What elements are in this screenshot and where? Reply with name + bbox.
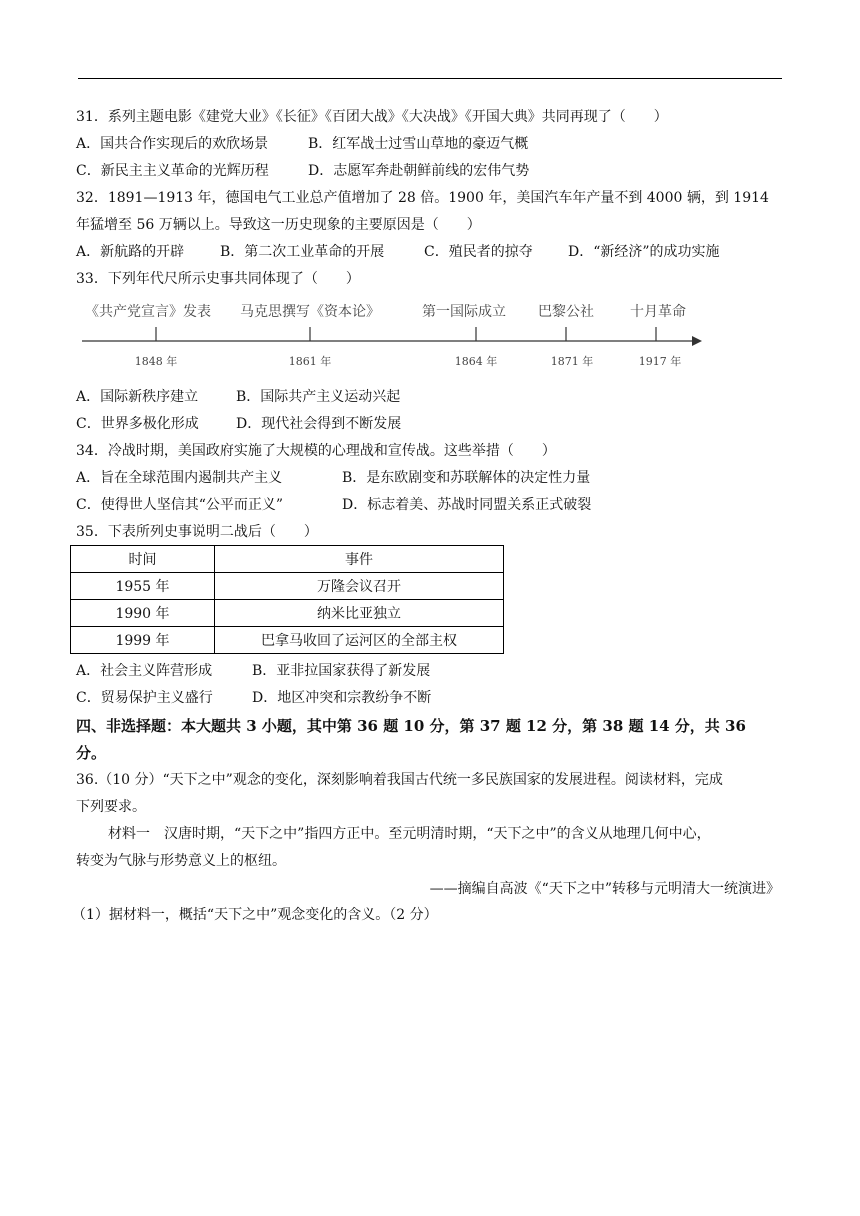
q34-stem: 34．冷战时期，美国政府实施了大规模的心理战和宣传战。这些举措（ ）	[76, 443, 556, 459]
q35-option-d: D．地区冲突和宗教纷争不断	[252, 690, 432, 706]
q34-option-a: A．旨在全球范围内遏制共产主义	[76, 470, 283, 486]
q36-material-line2: 转变为气脉与形势意义上的枢纽。	[76, 853, 286, 869]
q33-option-b: B．国际共产主义运动兴起	[236, 389, 401, 405]
timeline-year-4: 1871 年	[550, 355, 594, 368]
q35-option-b: B．亚非拉国家获得了新发展	[252, 663, 431, 679]
table-cell-event: 万隆会议召开	[215, 573, 504, 600]
q34-option-d: D．标志着美、苏战时同盟关系正式破裂	[342, 497, 592, 513]
q33-option-d: D．现代社会得到不断发展	[236, 416, 402, 432]
timeline-event-1: 《共产党宣言》发表	[85, 304, 211, 320]
q31-options-row2	[76, 161, 529, 181]
table-cell-time: 1999 年	[71, 627, 215, 654]
q36-stem-line2: 下列要求。	[76, 799, 146, 815]
q31-option-c: C．新民主主义革命的光辉历程	[76, 163, 269, 179]
q36-stem-line1: 36.（10 分）“天下之中”观念的变化，深刻影响着我国古代统一多民族国家的发展进程。阅读材料，完成	[76, 772, 723, 788]
section-4-heading-line1: 四、非选择题：本大题共 3 小题，其中第 36 题 10 分，第 37 题 12 分，第 38 题 14 分，共 36	[76, 717, 746, 735]
header-rule	[78, 78, 782, 79]
table-cell-event: 巴拿马收回了运河区的全部主权	[215, 627, 504, 654]
q31-option-b: B．红军战士过雪山草地的豪迈气概	[308, 136, 529, 152]
timeline-year-3: 1864 年	[454, 355, 498, 368]
q32-option-b: B．第二次工业革命的开展	[220, 244, 385, 260]
q33-option-a: A．国际新秩序建立	[76, 389, 199, 405]
q36-subquestion-1: （1）据材料一，概括“天下之中”观念变化的含义。（2 分）	[72, 907, 438, 923]
table-cell-time: 1990 年	[71, 600, 215, 627]
q33-stem: 33．下列年代尺所示史事共同体现了（ ）	[76, 271, 360, 287]
q31-options-row1	[76, 134, 528, 154]
q34-options-row2	[76, 495, 591, 515]
q35-options-row1	[76, 661, 430, 681]
q33-options-row1	[76, 387, 400, 407]
q32-option-c: C．殖民者的掠夺	[424, 244, 533, 260]
timeline-year-5: 1917 年	[638, 355, 682, 368]
table-header-row	[71, 546, 504, 573]
table-row	[71, 627, 504, 654]
q36-material-source: ——摘编自高波《“天下之中”转移与元明清大一统演进》	[429, 881, 780, 897]
table-cell-event: 纳米比亚独立	[215, 600, 504, 627]
q32-stem-line2: 年猛增至 56 万辆以上。导致这一历史现象的主要原因是（ ）	[76, 217, 481, 233]
q32-option-a: A．新航路的开辟	[76, 244, 185, 260]
q35-options-row2	[76, 688, 431, 708]
timeline-year-2: 1861 年	[288, 355, 332, 368]
timeline-event-4: 巴黎公社	[538, 304, 594, 320]
q32-options	[76, 242, 720, 262]
events-table	[70, 545, 504, 654]
timeline-year-1: 1848 年	[134, 355, 178, 368]
timeline-event-3: 第一国际成立	[422, 304, 506, 320]
timeline-event-5: 十月革命	[630, 304, 686, 320]
q32-option-d: D．“新经济”的成功实施	[568, 244, 720, 260]
q31-stem: 31．系列主题电影《建党大业》《长征》《百团大战》《大决战》《开国大典》共同再现了（ ）	[76, 109, 668, 125]
table-row	[71, 573, 504, 600]
table-row	[71, 600, 504, 627]
q33-options-row2	[76, 414, 401, 434]
table-header-event: 事件	[215, 546, 504, 573]
q32-stem-line1: 32．1891—1913 年，德国电气工业总产值增加了 28 倍。1900 年，美国汽车年产量不到 4000 辆，到 1914	[76, 190, 769, 206]
table-cell-time: 1955 年	[71, 573, 215, 600]
q31-option-d: D．志愿军奔赴朝鲜前线的宏伟气势	[308, 163, 530, 179]
timeline-event-2: 马克思撰写《资本论》	[240, 304, 380, 320]
q34-option-b: B．是东欧剧变和苏联解体的决定性力量	[342, 470, 591, 486]
table-header-time: 时间	[71, 546, 215, 573]
timeline-ruler	[78, 297, 708, 377]
q36-material-line1: 材料一 汉唐时期，“天下之中”指四方正中。至元明清时期，“天下之中”的含义从地理几何中心，	[108, 826, 711, 842]
q35-stem: 35．下表所列史事说明二战后（ ）	[76, 524, 318, 540]
q31-option-a: A．国共合作实现后的欢欣场景	[76, 136, 269, 152]
q35-option-a: A．社会主义阵营形成	[76, 663, 213, 679]
section-4-heading-line2: 分。	[76, 744, 107, 762]
q35-option-c: C．贸易保护主义盛行	[76, 690, 213, 706]
q34-options-row1	[76, 468, 590, 488]
q33-option-c: C．世界多极化形成	[76, 416, 199, 432]
q34-option-c: C．使得世人坚信其“公平而正义”	[76, 497, 284, 513]
